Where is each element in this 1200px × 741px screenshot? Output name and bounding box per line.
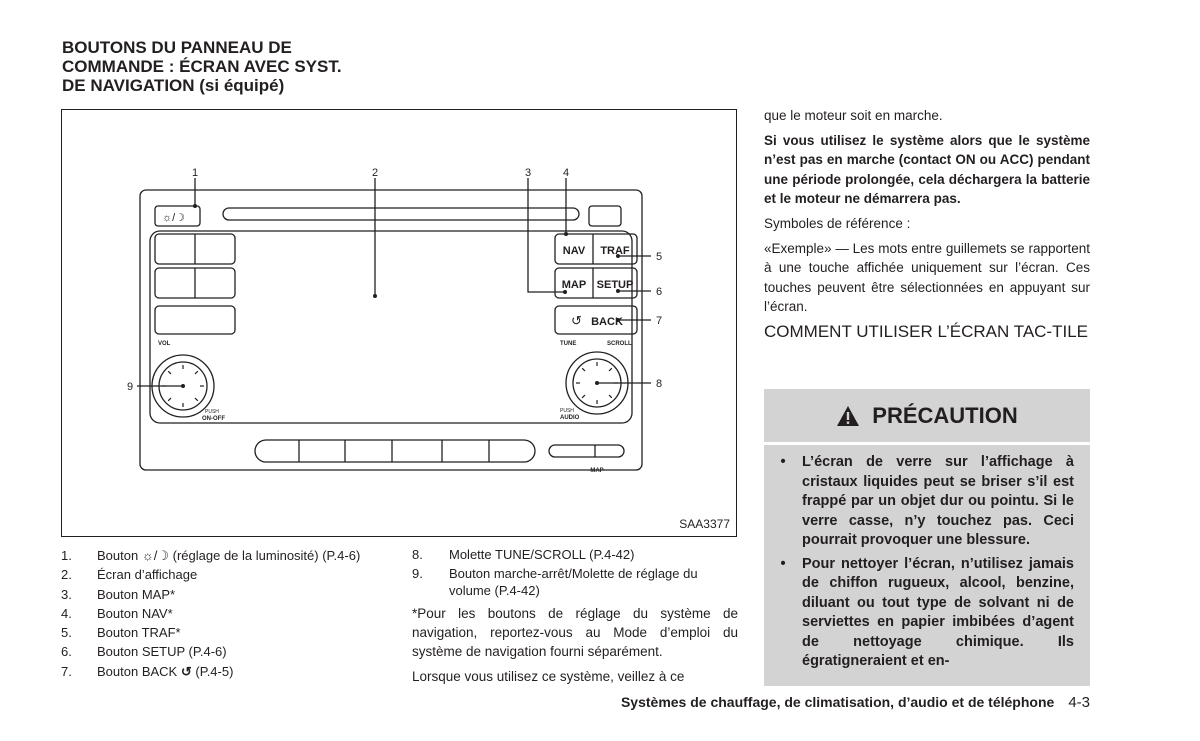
list-item: 1. Bouton ☼/☽ (réglage de la luminosité) (P.4-6): [61, 548, 361, 563]
heading-line: COMMANDE : ÉCRAN AVEC SYST.: [62, 57, 342, 76]
map-button: MAP: [561, 279, 587, 291]
knob-tick: [195, 398, 198, 401]
paragraph: «Exemple» — Les mots entre guillemets se rapportent à une touche affichée uniquement sur l’écran. Ces touches peuvent être sélectionnées en appuyant sur l’écran.: [764, 241, 1090, 314]
list-item: • Pour nettoyer l’écran, n’utilisez jamais de chiffon rugueux, alcool, benzine, diluant ou tout type de solvant ni de serviettes en papier imbibées d’agent de nettoyage chimique. Ils égratigneraient et en-: [780, 555, 1074, 669]
page-number: 4-3: [1068, 694, 1090, 711]
preset-bar: [255, 440, 535, 462]
right-column: [764, 106, 1090, 342]
nav-button: NAV: [562, 245, 586, 257]
section-heading: [62, 38, 442, 95]
list-item: 8. Molette TUNE/SCROLL (P.4-42): [412, 547, 635, 562]
callout-2: 2: [371, 167, 379, 179]
back-button: BACK: [591, 316, 623, 328]
legend-list: [61, 546, 401, 681]
knob-tick: [582, 368, 585, 371]
paragraph: Lorsque vous utilisez ce système, veillez à ce: [412, 669, 685, 684]
display-screen-frame: [150, 231, 632, 423]
knob-tick: [582, 395, 585, 398]
section-title: COMMENT UTILISER L’ÉCRAN TAC-TILE: [764, 322, 1088, 342]
vol-label: VOL: [158, 341, 171, 347]
list-item: 7. Bouton BACK ↺ (P.4-5): [61, 663, 234, 679]
caution-list: [764, 453, 1090, 672]
caution-box: [764, 389, 1090, 686]
paragraph: Symboles de référence :: [764, 216, 911, 232]
callout-5: 5: [655, 251, 663, 263]
callout-6: 6: [655, 286, 663, 298]
setup-button: SETUP: [596, 279, 634, 291]
push-label: PUSH: [205, 409, 219, 415]
disc-slot: [223, 208, 579, 220]
callout-1: 1: [191, 167, 199, 179]
callout-3: 3: [524, 167, 532, 179]
callout-4: 4: [562, 167, 570, 179]
caution-header: [764, 389, 1090, 445]
list-item: 2. Écran d’affichage: [61, 567, 198, 583]
list-item: 6. Bouton SETUP (P.4-6): [61, 644, 227, 660]
list-item: 5. Bouton TRAF*: [61, 625, 181, 641]
warning-paragraph: Si vous utilisez le système alors que le système n’est pas en marche (contact ON ou ACC) pendant une période prolongée, cela déchargera la batterie et le moteur ne démarrera pas.: [764, 133, 1090, 206]
knob-tick: [195, 371, 198, 374]
figure-code: SAA3377: [679, 517, 730, 531]
heading-line: DE NAVIGATION (si équipé): [62, 76, 285, 95]
list-item: 9. Bouton marche-arrêt/Molette de réglage du volume (P.4-42): [412, 566, 698, 598]
brightness-icon: ☼/☽: [141, 548, 170, 563]
list-item: • L’écran de verre sur l’affichage à cristaux liquides peut se briser s’il est frappé par un objet dur ou pointu. Si le verre casse, n’y touchez pas. Ceci pourrait provoquer une blessure.: [780, 454, 1074, 548]
back-arrow-icon: ↺: [571, 313, 582, 328]
knob-tick: [168, 398, 171, 401]
traf-button: TRAF: [600, 245, 630, 257]
panel-outline: [140, 190, 642, 470]
callout-7: 7: [655, 315, 663, 327]
knob-tick: [609, 395, 612, 398]
paragraph: que le moteur soit en marche.: [764, 108, 943, 123]
push-label: PUSH: [560, 408, 574, 414]
callout-9: 9: [126, 381, 134, 393]
legend-list: [412, 546, 738, 601]
warning-triangle-icon: [836, 405, 860, 427]
panel-illustration: [61, 109, 737, 537]
back-arrow-icon: ↺: [180, 663, 192, 679]
audio-label: AUDIO: [560, 415, 580, 421]
knob-tick: [609, 368, 612, 371]
map-small-button: [549, 445, 624, 457]
control-panel-drawing: [62, 110, 738, 538]
list-item: 3. Bouton MAP*: [61, 586, 176, 602]
tune-label: TUNE: [560, 341, 577, 347]
onoff-label: ON-OFF: [202, 416, 225, 422]
callout-8: 8: [655, 378, 663, 390]
page-footer: [540, 694, 1090, 711]
knob-tick: [168, 371, 171, 374]
list-item: 4. Bouton NAV*: [61, 605, 173, 621]
map-small-label: MAP: [590, 468, 604, 474]
scroll-label: SCROLL: [607, 341, 632, 347]
caution-title: PRÉCAUTION: [872, 402, 1018, 428]
footer-title: Systèmes de chauffage, de climatisation, d’audio et de téléphone: [620, 694, 1055, 710]
heading-line: BOUTONS DU PANNEAU DE: [62, 38, 292, 57]
paragraph: *Pour les boutons de réglage du système de navigation, reportez-vous au Mode d’emploi du système de navigation fourni séparément.: [412, 606, 738, 659]
brightness-icon: ☼/☽: [162, 212, 185, 224]
eject-button: [589, 206, 621, 226]
